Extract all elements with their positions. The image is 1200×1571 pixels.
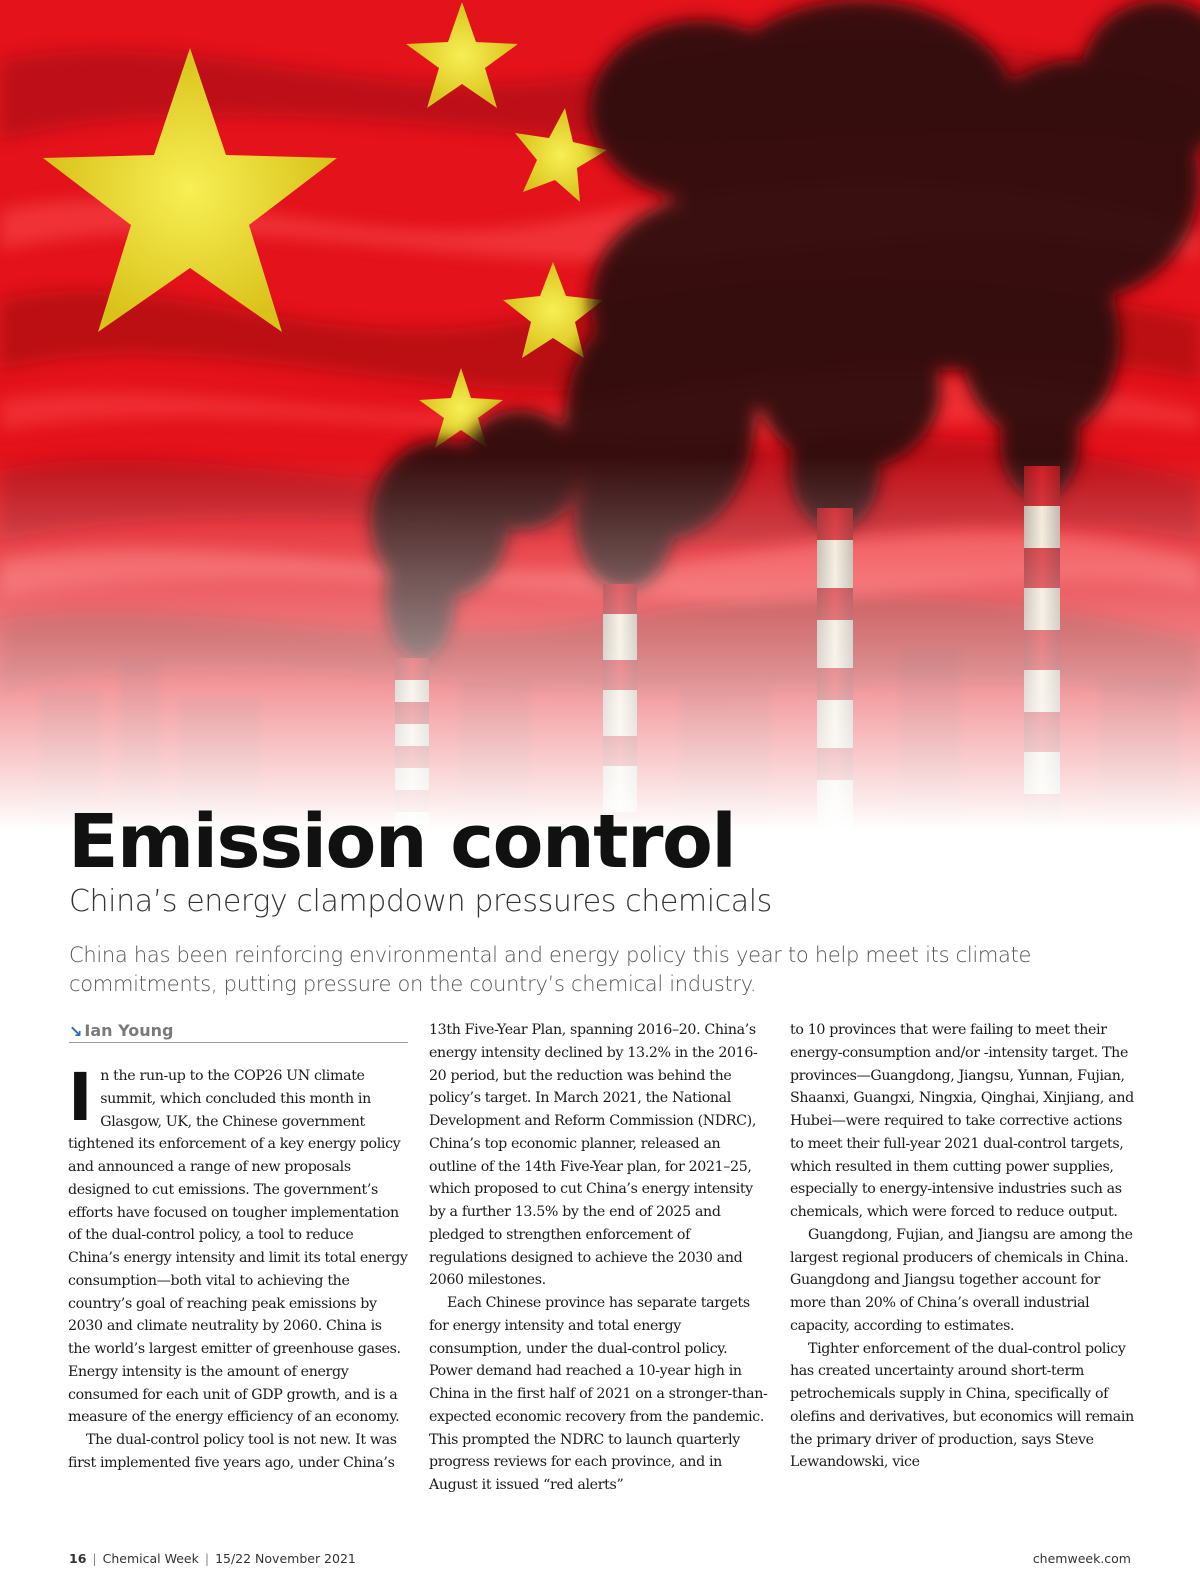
issue-date: 15/22 November 2021 (215, 1551, 356, 1566)
paragraph: Guangdong, Fujian, and Jiangsu are among the largest regional producers of chemicals in China. Guangdong and Jiangsu together account for more than 20% of China’s overall industrial capacity, according to estimates. (790, 1226, 1133, 1334)
paragraph: to 10 provinces that were failing to meet their energy-consumption and/or -intensity target. The provinces—Guangdong, Jiangsu, Yunnan, Fujian, Shaanxi, Guangxi, Ningxia, Qinghai, Xinjiang, and Hubei—were required to take corrective actions to meet their full-year 2021 dual-control targets, which resulted in them cutting power supplies, especially to energy-intensive industries such as chemicals, which were forced to reduce output. (790, 1022, 1134, 1220)
paragraph: 13th Five-Year Plan, spanning 2016–20. China’s energy intensity declined by 13.2% in the 2016-20 period, but the reduction was behind the policy’s target. In March 2021, the National Development and Reform Commission (NDRC), China’s top economic planner, released an outline of the 14th Five-Year plan, for 2021–25, which proposed to cut China’s energy intensity by a further 13.5% by the end of 2025 and pledged to strengthen enforcement of regulations designed to achieve the 2030 and 2060 milestones. (429, 1022, 758, 1289)
paragraph: The dual-control policy tool is not new. It was first implemented five years ago, under China’s (68, 1432, 397, 1471)
standfirst: China has been reinforcing environmental and energy policy this year to help meet its climate commitments, putting pressure on the country’s chemical industry. (69, 943, 1032, 996)
divider: | (92, 1551, 97, 1566)
arrow-down-right-icon: ↘ (69, 1022, 83, 1041)
page-footer (69, 1549, 1131, 1569)
paragraph: In the run-up to the COP26 UN climate summit, which concluded this month in Glasgow, UK, the Chinese government tightened its enforcement of a key energy policy and announced a range of new proposals designed to cut emissions. The government’s efforts have focused on tougher implementation of the dual-control policy, a tool to reduce China’s energy intensity and limit its total energy consumption—both vital to achieving the country’s goal of reaching peak emissions by 2030 and climate neutrality by 2060. China is the world’s largest emitter of greenhouse gases. Energy intensity is the amount of energy consumed for each unit of GDP growth, and is a measure of the energy efficiency of an economy. (68, 1059, 408, 1426)
article-column-2 (429, 1019, 771, 1497)
author-name: Ian Young (84, 1021, 174, 1040)
article-column-1 (68, 1059, 408, 1475)
drop-cap: I (68, 1059, 93, 1136)
subheadline: China’s energy clampdown pressures chemicals (69, 884, 772, 919)
footer-left (69, 1549, 356, 1569)
headline: Emission control (68, 799, 736, 885)
byline (69, 1019, 408, 1043)
article-column-3 (790, 1019, 1134, 1474)
divider: | (204, 1551, 210, 1566)
paragraph: Each Chinese province has separate targets for energy intensity and total energy consumption, under the dual-control policy. Power demand had reached a 10-year high in China in the first half of 2021 on a stronger-than-expected economic recovery from the pandemic. This prompted the NDRC to launch quarterly progress reviews for each province, and in August it issued “red alerts” (429, 1295, 768, 1493)
publication-name: Chemical Week (102, 1551, 199, 1566)
paragraph: Tighter enforcement of the dual-control policy has created uncertainty around short-term petrochemicals supply in China, specifically of olefins and derivatives, but economics will remain the primary driver of production, says Steve Lewandowski, vice (790, 1340, 1134, 1471)
page-number: 16 (69, 1551, 87, 1566)
website-link[interactable]: chemweek.com (1032, 1551, 1131, 1566)
